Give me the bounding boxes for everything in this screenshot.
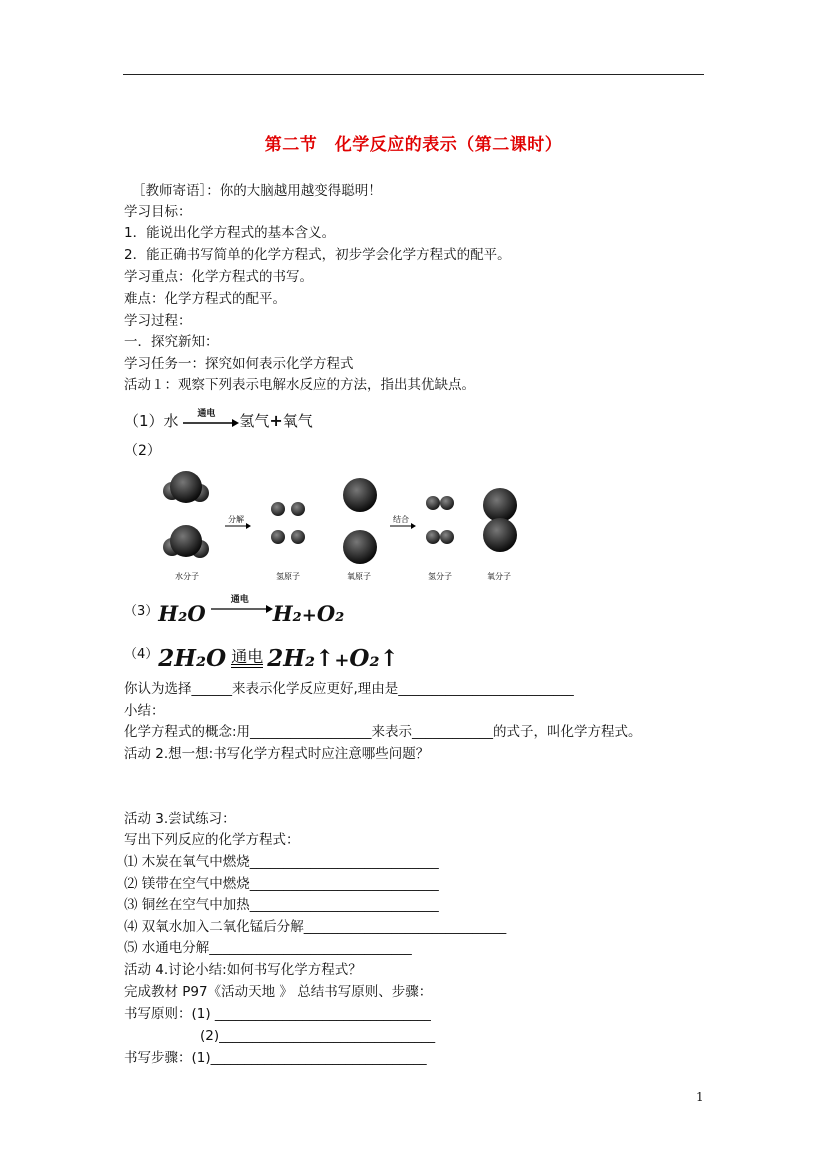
combine-label: 结合 xyxy=(393,515,409,524)
eq3-product-2: O₂ xyxy=(316,601,345,626)
arrow-icon xyxy=(246,523,251,529)
write-intro: 写出下列反应的化学方程式： xyxy=(124,832,300,848)
task-1: 学习任务一：探究如何表示化学方程式 xyxy=(124,356,354,372)
activity-4: 活动 4.讨论小结:如何书写化学方程式？ xyxy=(124,962,362,978)
exercise-1: ⑴ 木炭在氧气中燃烧____________________________ xyxy=(124,854,439,870)
hydrogen-molecule xyxy=(440,496,454,510)
caption-hydrogen-molecule: 氢分子 xyxy=(428,572,452,581)
eq4-reactant: 2H₂O xyxy=(158,645,227,672)
eq1-label: （1） xyxy=(124,412,164,430)
hydrogen-atom xyxy=(291,530,305,544)
arrow-icon xyxy=(211,601,273,617)
eq3-product-1: H₂ xyxy=(272,601,302,626)
goal-1: 1．能说出化学方程式的基本含义。 xyxy=(124,225,336,241)
summary-heading: 小结： xyxy=(124,703,165,719)
hydrogen-atom xyxy=(271,502,285,516)
activity-2: 活动 2.想一想:书写化学方程式时应注意哪些问题？ xyxy=(124,746,430,762)
arrow-icon xyxy=(183,415,239,429)
goals-heading: 学习目标： xyxy=(124,204,192,220)
oxygen-atom xyxy=(343,478,377,512)
difficulty: 难点：化学方程式的配平。 xyxy=(124,291,286,307)
arrow-icon xyxy=(411,523,416,529)
caption-water-molecule: 水分子 xyxy=(175,572,199,581)
exercise-4: ⑷ 双氧水加入二氧化锰后分解______________________________ xyxy=(124,919,507,935)
activity-3: 活动 3.尝试练习： xyxy=(124,811,236,827)
eq3-arrow xyxy=(211,595,273,617)
eq4-label: （4） xyxy=(124,647,159,662)
oxygen-atom xyxy=(343,530,377,564)
hydrogen-atom xyxy=(271,530,285,544)
eq1-product-2: 氧气 xyxy=(282,412,313,430)
hydrogen-atom xyxy=(291,502,305,516)
explore-heading: 一．探究新知： xyxy=(124,334,219,350)
eq4-product-2: O₂↑ xyxy=(349,645,399,672)
eq4-plus: + xyxy=(334,650,350,671)
process-heading: 学习过程： xyxy=(124,313,192,329)
exercise-3: ⑶ 铜丝在空气中加热____________________________ xyxy=(124,897,439,913)
steps-1: 书写步骤：(1)________________________________ xyxy=(124,1050,427,1066)
eq3-condition: 通电 xyxy=(230,595,249,605)
textbook-instruction: 完成教材 P97《活动天地 》 总结书写原则、步骤： xyxy=(124,984,433,1000)
eq3-label: （3） xyxy=(124,604,159,619)
equation-1 xyxy=(124,410,313,431)
split-label: 分解 xyxy=(228,515,244,524)
equation-4 xyxy=(124,643,399,672)
principle-1: 书写原则：(1) ________________________________ xyxy=(124,1006,431,1022)
water-molecule-bottom xyxy=(163,525,209,558)
activity-1: 活动１：观察下列表示电解水反应的方法，指出其优缺点。 xyxy=(124,377,475,393)
eq3-plus: + xyxy=(301,605,317,626)
goal-2: 2．能正确书写简单的化学方程式，初步学会化学方程式的配平。 xyxy=(124,247,511,263)
equation-3 xyxy=(124,595,345,626)
choose-question: 你认为选择______来表示化学反应更好,理由是__________________________ xyxy=(124,681,574,697)
concept-fill-in: 化学方程式的概念:用__________________来表示____________的式子，叫化学方程式。 xyxy=(124,724,642,740)
eq1-condition: 通电 xyxy=(197,408,216,419)
eq3-reactant: H₂O xyxy=(158,601,206,626)
teacher-message: ［教师寄语］：你的大脑越用越变得聪明！ xyxy=(132,183,382,199)
header-rule xyxy=(123,74,704,75)
eq2-label: （2） xyxy=(124,443,161,459)
page-title: 第二节 化学反应的表示（第二课时） xyxy=(264,135,563,155)
hydrogen-molecule xyxy=(440,530,454,544)
eq1-arrow xyxy=(183,408,239,429)
caption-hydrogen-atom: 氢原子 xyxy=(276,572,300,581)
eq1-reactant: 水 xyxy=(163,412,179,430)
page-number: 1 xyxy=(696,1090,704,1104)
exercise-5: ⑸ 水通电分解______________________________ xyxy=(124,940,412,956)
electrolysis-molecule-diagram xyxy=(150,465,530,585)
key-point: 学习重点：化学方程式的书写。 xyxy=(124,269,313,285)
eq4-product-1: 2H₂↑ xyxy=(267,645,335,672)
oxygen-molecule xyxy=(483,518,517,552)
caption-oxygen-atom: 氧原子 xyxy=(347,572,371,581)
eq1-plus: + xyxy=(269,411,283,430)
water-molecule-top xyxy=(163,471,209,503)
eq4-condition: 通电 xyxy=(231,647,264,666)
eq4-condition-box xyxy=(231,644,267,668)
principle-2: (2)________________________________ xyxy=(200,1028,436,1044)
exercise-2: ⑵ 镁带在空气中燃烧____________________________ xyxy=(124,876,439,892)
eq1-product-1: 氢气 xyxy=(239,412,270,430)
caption-oxygen-molecule: 氧分子 xyxy=(487,572,511,581)
